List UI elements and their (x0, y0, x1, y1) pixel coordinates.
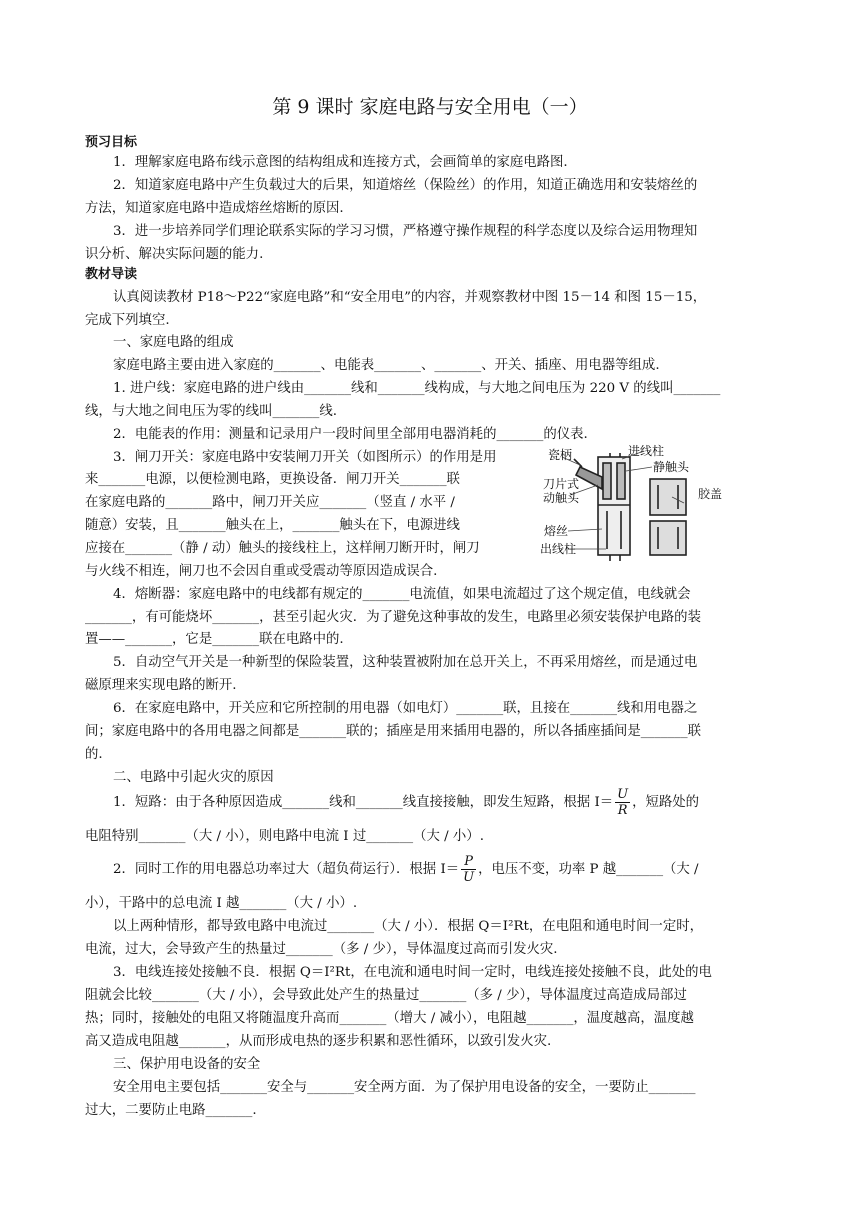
item-5-line-1: 5．自动空气开关是一种新型的保险装置，这种装置被附加在总开关上，不再采用熔丝，而是通过电 (113, 655, 698, 670)
item-5-line-2: 磁原理来实现电路的断开. (85, 678, 237, 693)
goal-3-line-2: 识分析、解决实际问题的能力. (85, 247, 264, 262)
fire-cause-1-text-after: ，短路处的 (632, 795, 700, 810)
fraction-p-over-u (461, 854, 476, 885)
fire-cause-2-line-1 (113, 850, 779, 890)
label-outlet-post: 出线柱 (540, 542, 577, 556)
item-4-line-1: 4．熔断器：家庭电路中的电线都有规定的_______电流值，如果电流超过了这个规定值，电线就会 (113, 587, 691, 602)
goal-3-line-1: 3．进一步培养同学们理论联系实际的学习习惯，严格遵守操作规程的科学态度以及综合运用物理知 (113, 224, 698, 239)
item-3-line-2: 来_______电源，以便检测电路，更换设备．闸刀开关_______联 (85, 472, 460, 487)
label-blade-moving-2: 动触头 (543, 491, 580, 505)
page-title: 第 9 课时 家庭电路与安全用电（一） (272, 96, 588, 118)
item-6-line-1: 6．在家庭电路中，开关应和它所控制的用电器（如电灯）_______联，且接在_______线和用电器之 (113, 701, 698, 716)
item-3-line-5: 应接在_______（静 / 动）触头的接线柱上，这样闸刀断开时，闸刀 (85, 541, 480, 556)
label-blade-moving-1: 刀片式 (543, 477, 580, 491)
goal-2-line-1: 2．知道家庭电路中产生负载过大的后果，知道熔丝（保险丝）的作用，知道正确选用和安装熔丝的 (113, 178, 698, 193)
fire-cause-3-line-3: 热；同时，接触处的电阻又将随温度升高而_______（增大 / 减小），电阻越_______，温度越高，温度越 (85, 1011, 694, 1026)
subsection-2-heading: 二、电路中引起火灾的原因 (113, 770, 274, 785)
protection-line-1: 安全用电主要包括_______安全与_______安全两方面．为了保护用电设备的安全，一要防止_______ (113, 1080, 696, 1095)
item-4-line-3: 置——_______，它是_______联在电路中的. (85, 632, 344, 647)
fire-cause-2-text-before: 2．同时工作的用电器总功率过大（超负荷运行）．根据 I＝ (113, 862, 460, 877)
fire-cause-3-line-1: 3．电线连接处接触不良．根据 Q＝I²Rt，在电流和通电时间一定时，电线连接处接触不良，此处的电 (113, 965, 712, 980)
label-porcelain-handle: 瓷柄 (548, 448, 573, 462)
item-3-line-6: 与火线不相连，闸刀也不会因自重或受震动等原因造成误合. (85, 564, 438, 579)
knife-switch-figure (540, 445, 700, 563)
item-3-line-3: 在家庭电路的_______路中，闸刀开关应_______（竖直 / 水平 / (85, 495, 455, 510)
fire-cause-2-line-2: 小），干路中的总电流 I 越_______（大 / 小）. (85, 896, 358, 911)
summary-line-1: 以上两种情形，都导致电路中电流过_______（大 / 小）．根据 Q＝I²Rt，在电阻和通电时间一定时， (113, 919, 703, 934)
protection-line-2: 过大，二要防止电路_______. (85, 1103, 257, 1118)
fire-cause-3-line-2: 阻就会比较_______（大 / 小），会导致此处产生的热量过_______（多 / 少），导体温度过高造成局部过 (85, 988, 687, 1003)
fraction-denominator: U (463, 870, 475, 885)
rubber-cover-label-wrap (698, 488, 738, 504)
fraction-numerator: U (617, 787, 629, 802)
fraction-denominator: R (617, 803, 628, 818)
fire-cause-1-line-2: 电阻特别_______（大 / 小），则电路中电流 I 过_______（大 / 小）. (85, 829, 484, 844)
fraction-u-over-r (615, 787, 630, 818)
summary-line-2: 电流，过大，会导致产生的热量过_______（多 / 少），导体温度过高而引发火灾. (85, 942, 558, 957)
composition-sentence: 家庭电路主要由进入家庭的_______、电能表_______、_______、开关、插座、用电器等组成. (113, 358, 660, 373)
reading-instruction-line-2: 完成下列填空. (85, 313, 170, 328)
section-heading-guide: 教材导读 (85, 267, 138, 282)
item-6-line-3: 的. (85, 747, 103, 762)
item-1-line-2: 线，与大地之间电压为零的线叫_______线. (85, 404, 337, 419)
item-1-line-1: 1. 进户线：家庭电路的进户线由_______线和_______线构成，与大地之间电压为 220 V 的线叫_______ (113, 381, 721, 396)
fire-cause-1-text-before: 1．短路：由于各种原因造成_______线和_______线直接接触，即发生短路，根据 I＝ (113, 795, 614, 810)
item-6-line-2: 间；家庭电路中的各用电器之间都是_______联的；插座是用来插用电器的，所以各插座插间是_______联 (85, 724, 701, 739)
item-3-line-4: 随意）安装，且_______触头在上，_______触头在下，电源进线 (85, 518, 460, 533)
label-rubber-cover: 胶盖 (698, 487, 723, 501)
fraction-numerator: P (461, 854, 476, 870)
subsection-1-heading: 一、家庭电路的组成 (113, 335, 234, 350)
item-4-line-2: _______，有可能烧坏_______，甚至引起火灾．为了避免这种事故的发生，电路里必须安装保护电路的装 (85, 610, 701, 625)
reading-instruction-line-1: 认真阅读教材 P18～P22“家庭电路”和“安全用电”的内容，并观察教材中图 15－14 和图 15－15， (113, 290, 707, 305)
fire-cause-2-text-after: ，电压不变，功率 P 越_______（大 / (478, 862, 699, 877)
label-fuse: 熔丝 (544, 524, 569, 538)
fire-cause-1-line-1 (113, 783, 779, 823)
label-static-contact: 静触头 (653, 460, 690, 474)
goal-1: 1．理解家庭电路布线示意图的结构组成和连接方式，会画简单的家庭电路图. (113, 155, 568, 170)
fire-cause-3-line-4: 高又造成电阻越_______，从而形成电热的逐步积累和恶性循环，以致引发火灾. (85, 1034, 552, 1049)
goal-2-line-2: 方法，知道家庭电路中造成熔丝熔断的原因. (85, 201, 344, 216)
item-2: 2．电能表的作用：测量和记录用户一段时间里全部用电器消耗的_______的仪表. (113, 427, 588, 442)
label-inlet-post: 进线柱 (628, 444, 665, 458)
item-3-line-1: 3．闸刀开关：家庭电路中安装闸刀开关（如图所示）的作用是用 (113, 450, 497, 465)
subsection-3-heading: 三、保护用电设备的安全 (113, 1057, 261, 1072)
section-heading-preview: 预习目标 (85, 135, 138, 150)
